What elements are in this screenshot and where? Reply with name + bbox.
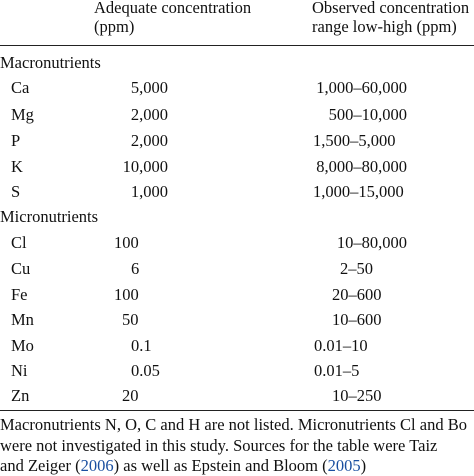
element-cell: Cl: [11, 233, 27, 252]
header-rule: [0, 45, 474, 46]
element-cell: Ca: [11, 78, 30, 97]
adequate-cell: 0.05: [131, 361, 160, 380]
adequate-cell: 0.1: [131, 336, 152, 355]
element-cell: Cu: [11, 259, 31, 278]
footnote-text: and Zeiger (: [0, 456, 81, 475]
section-title-macronutrients: Macronutrients: [0, 53, 101, 72]
adequate-cell: 20: [122, 386, 139, 405]
footnote-line-2: were not investigated in this study. Sources for the table were Taiz: [0, 436, 438, 455]
element-cell: Zn: [11, 386, 30, 405]
header-observed-line1: Observed concentration: [312, 0, 470, 17]
footnote-text: ): [360, 456, 367, 475]
adequate-cell: 100: [114, 233, 139, 252]
element-cell: K: [11, 157, 23, 176]
citation-link-2005[interactable]: 2005: [327, 456, 361, 475]
footnote-text: ) as well as Epstein and Bloom (: [113, 456, 328, 475]
element-cell: Ni: [11, 361, 28, 380]
adequate-cell: 5,000: [130, 78, 168, 97]
footnote-line-1: Macronutrients N, O, C and H are not listed. Micronutrients Cl and Bo: [0, 415, 467, 434]
observed-cell: 10–80,000: [336, 233, 407, 252]
footer-rule: [0, 410, 474, 411]
observed-cell: 1,500–5,000: [313, 131, 396, 150]
element-cell: P: [11, 131, 21, 150]
adequate-cell: 1,000: [130, 182, 168, 201]
citation-link-2006[interactable]: 2006: [80, 456, 114, 475]
adequate-cell: 100: [114, 285, 139, 304]
header-observed-line2: range low-high (ppm): [312, 17, 457, 36]
header-adequate-line2: (ppm): [94, 17, 135, 36]
header-adequate-line1: Adequate concentration: [94, 0, 252, 17]
observed-cell: 2–50: [340, 259, 373, 278]
element-cell: Fe: [11, 285, 28, 304]
observed-cell: 20–600: [332, 285, 382, 304]
adequate-cell: 2,000: [130, 131, 168, 150]
observed-cell: 1,000–60,000: [316, 78, 407, 97]
observed-cell: 0.01–10: [314, 336, 368, 355]
adequate-cell: 6: [131, 259, 140, 278]
observed-cell: 10–250: [332, 386, 382, 405]
observed-cell: 8,000–80,000: [316, 157, 407, 176]
observed-cell: 1,000–15,000: [313, 182, 404, 201]
observed-cell: 0.01–5: [314, 361, 360, 380]
observed-cell: 500–10,000: [328, 105, 407, 124]
element-cell: S: [11, 182, 21, 201]
observed-cell: 10–600: [332, 310, 382, 329]
element-cell: Mo: [11, 336, 34, 355]
section-title-micronutrients: Micronutrients: [0, 207, 99, 226]
element-cell: Mg: [11, 105, 34, 124]
footnote-line-3: [0, 456, 366, 476]
element-cell: Mn: [11, 310, 34, 329]
adequate-cell: 50: [122, 310, 139, 329]
adequate-cell: 10,000: [122, 157, 168, 176]
adequate-cell: 2,000: [130, 105, 168, 124]
